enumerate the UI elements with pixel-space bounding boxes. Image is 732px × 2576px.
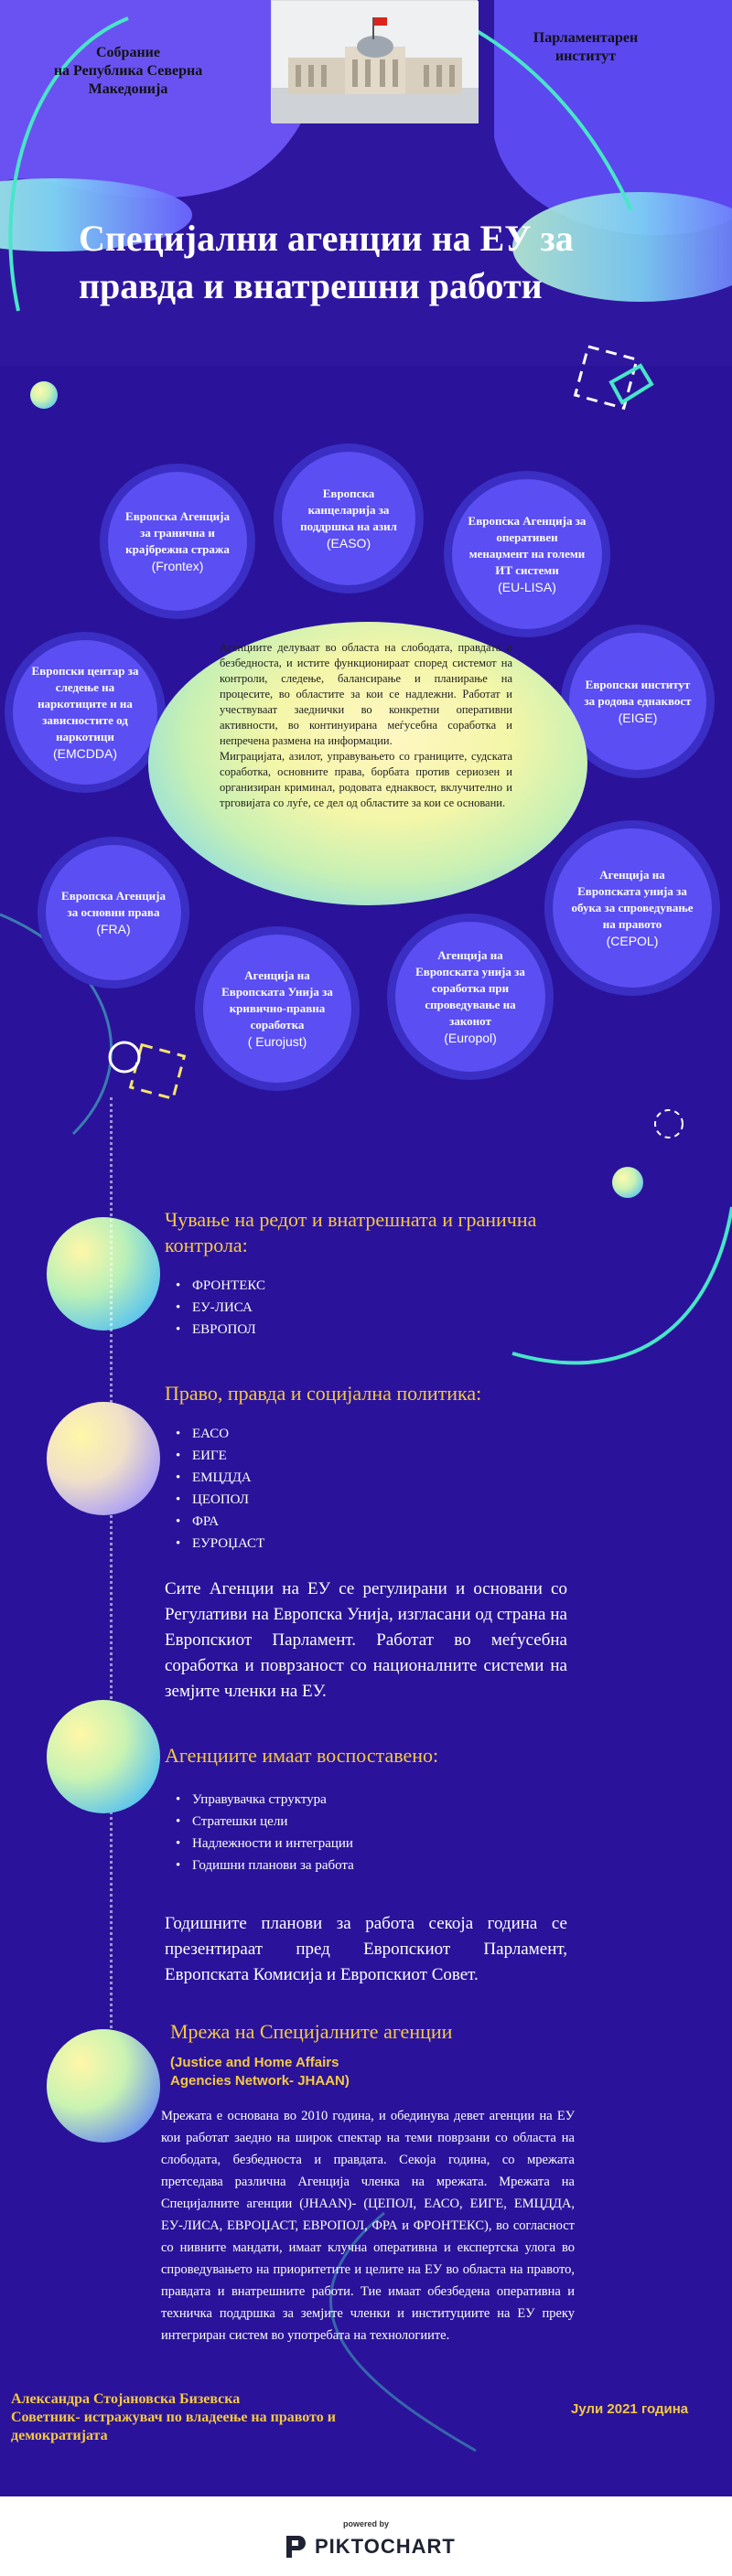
list-item: • Надлежности и интеграции [192, 1833, 354, 1855]
section4-orb [44, 2026, 163, 2145]
agency-frontex [108, 472, 247, 611]
list-item: • ФРОНТЕКС [192, 1275, 265, 1297]
list-item: • Годишни планови за работа [192, 1855, 354, 1876]
section3-paragraph: Годишните планови за работа секоја година се презентираат пред Европскиот Парламент, Европската Комисија и Европскиот Совет. [165, 1914, 567, 1984]
agency-name: Агенција на Европската унија за соработка при спроведување на законот [415, 947, 525, 1028]
section1-title: Чување на редот и внатрешната и гранична контрола: [165, 1208, 537, 1256]
parliament-building-image [271, 0, 478, 123]
agency-name: Европски центар за следење на наркотиците и на зависностите од наркотици [31, 663, 139, 743]
publication-date: Јули 2021 година [571, 2401, 689, 2417]
list-item: • ЕИГЕ [192, 1445, 264, 1467]
section2-list [192, 1423, 264, 1555]
agency-fra [46, 845, 181, 980]
section3-title: Агенциите имаат воспоставено: [165, 1744, 439, 1767]
piktochart-icon [284, 2533, 307, 2560]
agency-name: Европска Агенција за гранична и крајбрежна стража [125, 508, 230, 556]
section3-list [192, 1789, 354, 1876]
institute-name: Парламентарен институт [533, 30, 639, 64]
list-item: • ЕМЦДДА [192, 1467, 264, 1489]
agency-abbr: (Frontex) [151, 558, 204, 573]
agency-abbr: (EIGE) [618, 710, 658, 725]
piktochart-logo[interactable] [284, 2531, 456, 2562]
agency-name: Агенција на Европската Унија за кривично-правна соработка [221, 967, 333, 1031]
section2-paragraph: Сите Агенции на ЕУ се регулирани и основани со Регулативи на Европска Унија, изгласани од страна на Европскиот Парламент. Работат во меѓусебна соработка и поврзаност со националните системи на земјите членки на ЕУ. [165, 1579, 567, 1701]
piktochart-wordmark: PIKTOCHART [315, 2535, 456, 2558]
agency-abbr: (EU-LISA) [498, 579, 556, 594]
agency-emcdda [13, 640, 157, 785]
timeline-dots [110, 1097, 113, 2039]
list-item: • ЕАСО [192, 1423, 264, 1445]
author-block [11, 2390, 395, 2445]
agency-eurojust [203, 935, 351, 1083]
agency-name: Европска канцеларија за поддршка на азил [300, 486, 397, 533]
agency-abbr: (EASO) [326, 535, 371, 550]
list-item: • ЦЕОПОЛ [192, 1489, 264, 1511]
agency-eu-lisa [452, 479, 602, 629]
agency-name: Европска Агенција за основни права [61, 888, 166, 919]
center-paragraph-2: Миграцијата, азилот, управувањето со границите, судската соработка, основните права, борбата против сериозен и организиран криминал, родовата еднаквост, вклучително и трговијата со луѓе, се дел од областите за кои се основани. [220, 750, 512, 809]
section4-subtitle: (Justice and Home Affairs Agencies Network- JHAAN) [170, 2055, 350, 2089]
center-paragraph-1: Агенциите делуваат во областа на слободата, правдата и безбедноста, и истите функционираат според системот на контроли, следење, балансирање и планирање на процесите, во областите за кои се надлежни. Работат и учествуваат заеднички во конкретни оперативни активности, во континуирана меѓусебна соработка и непречена размена на информации. [220, 641, 512, 747]
list-item: • ЕУРОЏАСТ [192, 1533, 264, 1555]
list-item: • Управувачка структура [192, 1789, 354, 1811]
section1-list [192, 1275, 265, 1341]
agency-eige [569, 633, 706, 770]
list-item: • ЕВРОПОЛ [192, 1319, 265, 1341]
agency-cepol [553, 828, 712, 988]
agency-abbr: (EMCDDA) [53, 745, 117, 761]
section2-orb [44, 1399, 163, 1518]
agency-easo [282, 452, 415, 585]
center-description [220, 640, 512, 811]
author-role: Советник- истражувач по владеење на правото и демократијата [11, 2410, 336, 2443]
agency-name: Агенција на Европската унија за обука за спроведување на правото [571, 867, 694, 931]
section1-orb [44, 1214, 163, 1333]
section4-paragraph: Мрежата е основана во 2010 година, и обединува девет агенции на ЕУ кои работат заедно на широк спектар на теми поврзани со областа на слободата, безбедноста и правдата. Секоја година, со мрежата претседава различна Агенција членка на мрежата. Мрежата на Специјалните агенции (JHAAN)- (ЦЕПОЛ, ЕАСО, ЕИГЕ, ЕМЦДДА, ЕУ-ЛИСА, ЕВРОЏАСТ, ЕВРОПОЛ, ФРА и ФРОНТЕКС), во согласност со нивните мандати, имаат клучна оперативна и експертска улога во спроведувањето на приоритетите и целите на ЕУ во областа на правото, правдата и внатрешните работи. Тие имаат обезбедена оперативна и техничка поддршка за земјите членки и институциите на ЕУ преку интегриран систем во употребата на технологиите. [161, 2109, 575, 2343]
agency-name: Европски институт за родова еднаквост [584, 677, 692, 708]
agency-abbr: (FRA) [96, 921, 131, 936]
section4-title: Мрежа на Специјалните агенции [170, 2020, 453, 2043]
agency-abbr: (CEPOL) [606, 933, 659, 948]
agency-abbr: (Europol) [444, 1030, 497, 1045]
list-item: • Стратешки цели [192, 1811, 354, 1833]
powered-by-label: powered by [342, 2519, 389, 2528]
section2-title: Право, правда и социјална политика: [165, 1382, 482, 1405]
agency-abbr: ( Eurojust) [247, 1033, 307, 1049]
section3-orb [44, 1697, 163, 1816]
assembly-name: Собрание на Република Северна Македонија [53, 45, 203, 97]
author-name: Александра Стојановска Бизевска [11, 2391, 241, 2407]
agency-name: Европска Агенција за оперативен менаџмент на големи ИТ системи [468, 513, 587, 577]
list-item: • ФРА [192, 1511, 264, 1533]
agency-europol [395, 922, 545, 1072]
page-title: Специјални агенции на ЕУ за правда и внатрешни работи [79, 218, 574, 306]
list-item: • ЕУ-ЛИСА [192, 1297, 265, 1319]
